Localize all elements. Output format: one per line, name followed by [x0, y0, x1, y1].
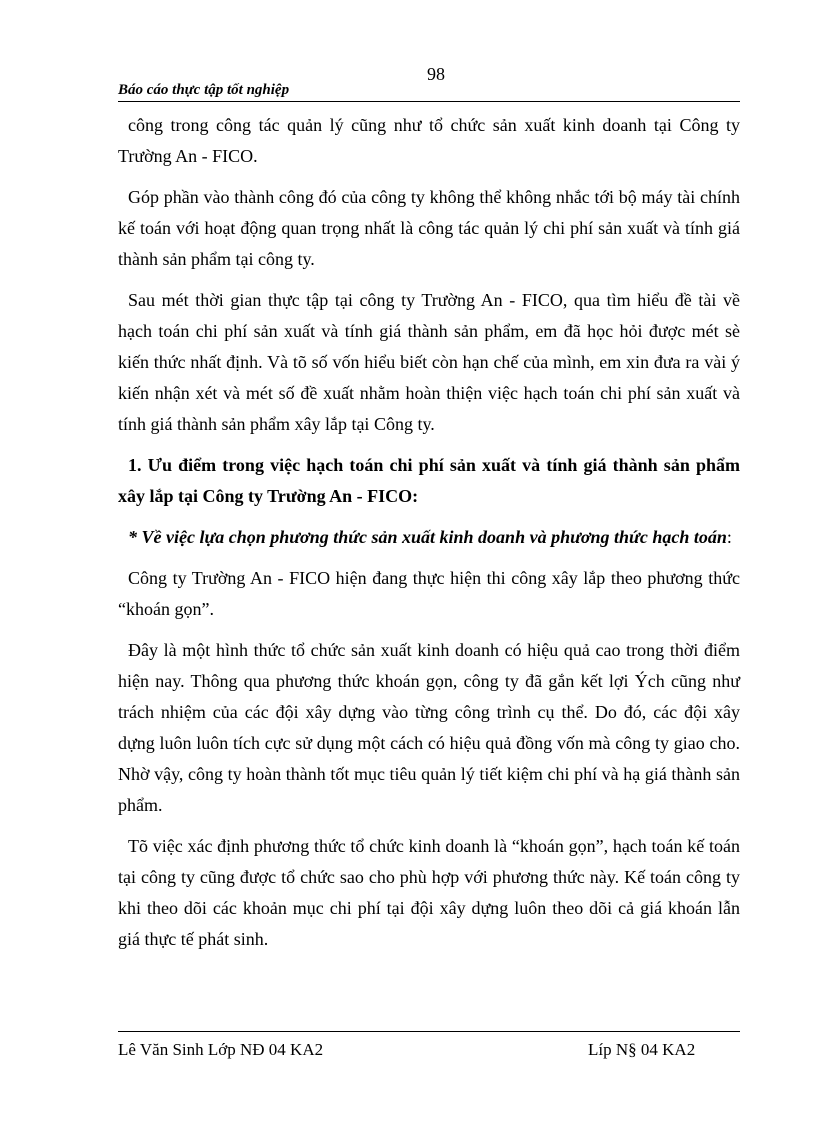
section-heading-1: 1. Ưu điểm trong việc hạch toán chi phí sản xuất và tính giá thành sản phẩm xây lắp tại Công ty Trường An - FICO:: [118, 455, 740, 506]
paragraph-2: Góp phần vào thành công đó của công ty không thể không nhắc tới bộ máy tài chính kế toán với hoạt động quan trọng nhất là công tác quản lý chi phí sản xuất và tính giá thành sản phẩm tại công ty.: [118, 187, 740, 269]
footer-divider: [118, 1031, 740, 1032]
page-number: 98: [427, 64, 445, 84]
paragraph-4: Công ty Trường An - FICO hiện đang thực hiện thi công xây lắp theo phương thức “khoán gọn”.: [118, 568, 740, 619]
header-divider: [118, 101, 740, 102]
subsection-heading-colon: :: [726, 527, 732, 547]
document-body: [118, 110, 740, 965]
paragraph-1: công trong công tác quản lý cũng như tổ chức sản xuất kinh doanh tại Công ty Trường An - FICO.: [118, 115, 740, 166]
footer-author: Lê Văn Sinh Lớp NĐ 04 KA2: [118, 1040, 324, 1059]
paragraph-3: Sau mét thời gian thực tập tại công ty Trường An - FICO, qua tìm hiểu đề tài về hạch toán chi phí sản xuất và tính giá thành sản phẩm, em đã học hỏi được mét sè kiến thức nhất định. Và tõ số vốn hiểu biết còn hạn chế của mình, em xin đưa ra vài ý kiến nhận xét và mét số đề xuất nhằm hoàn thiện việc hạch toán chi phí sản xuất và tính giá thành sản phẩm xây lắp tại Công ty.: [118, 290, 740, 434]
paragraph-6: Tõ việc xác định phương thức tổ chức kinh doanh là “khoán gọn”, hạch toán kế toán tại công ty cũng được tổ chức sao cho phù hợp với phương thức này. Kế toán công ty khi theo dõi các khoản mục chi phí tại đội xây dựng luôn theo dõi cả giá khoán lẫn giá thực tế phát sinh.: [118, 836, 740, 949]
paragraph-5: Đây là một hình thức tổ chức sản xuất kinh doanh có hiệu quả cao trong thời điểm hiện nay. Thông qua phương thức khoán gọn, công ty đã gắn kết lợi Ých cũng như trách nhiệm của các đội xây dựng vào từng công trình cụ thể. Do đó, các đội xây dựng luôn luôn tích cực sử dụng một cách có hiệu quả đồng vốn mà công ty giao cho. Nhờ vậy, công ty hoàn thành tốt mục tiêu quản lý tiết kiệm chi phí và hạ giá thành sản phẩm.: [118, 640, 740, 815]
subsection-heading: [118, 522, 740, 553]
footer-class: Líp N§ 04 KA2: [588, 1040, 696, 1059]
subsection-heading-text: * Về việc lựa chọn phương thức sản xuất kinh doanh và phương thức hạch toán: [128, 527, 727, 547]
document-header-title: Báo cáo thực tập tốt nghiệp: [118, 82, 290, 98]
